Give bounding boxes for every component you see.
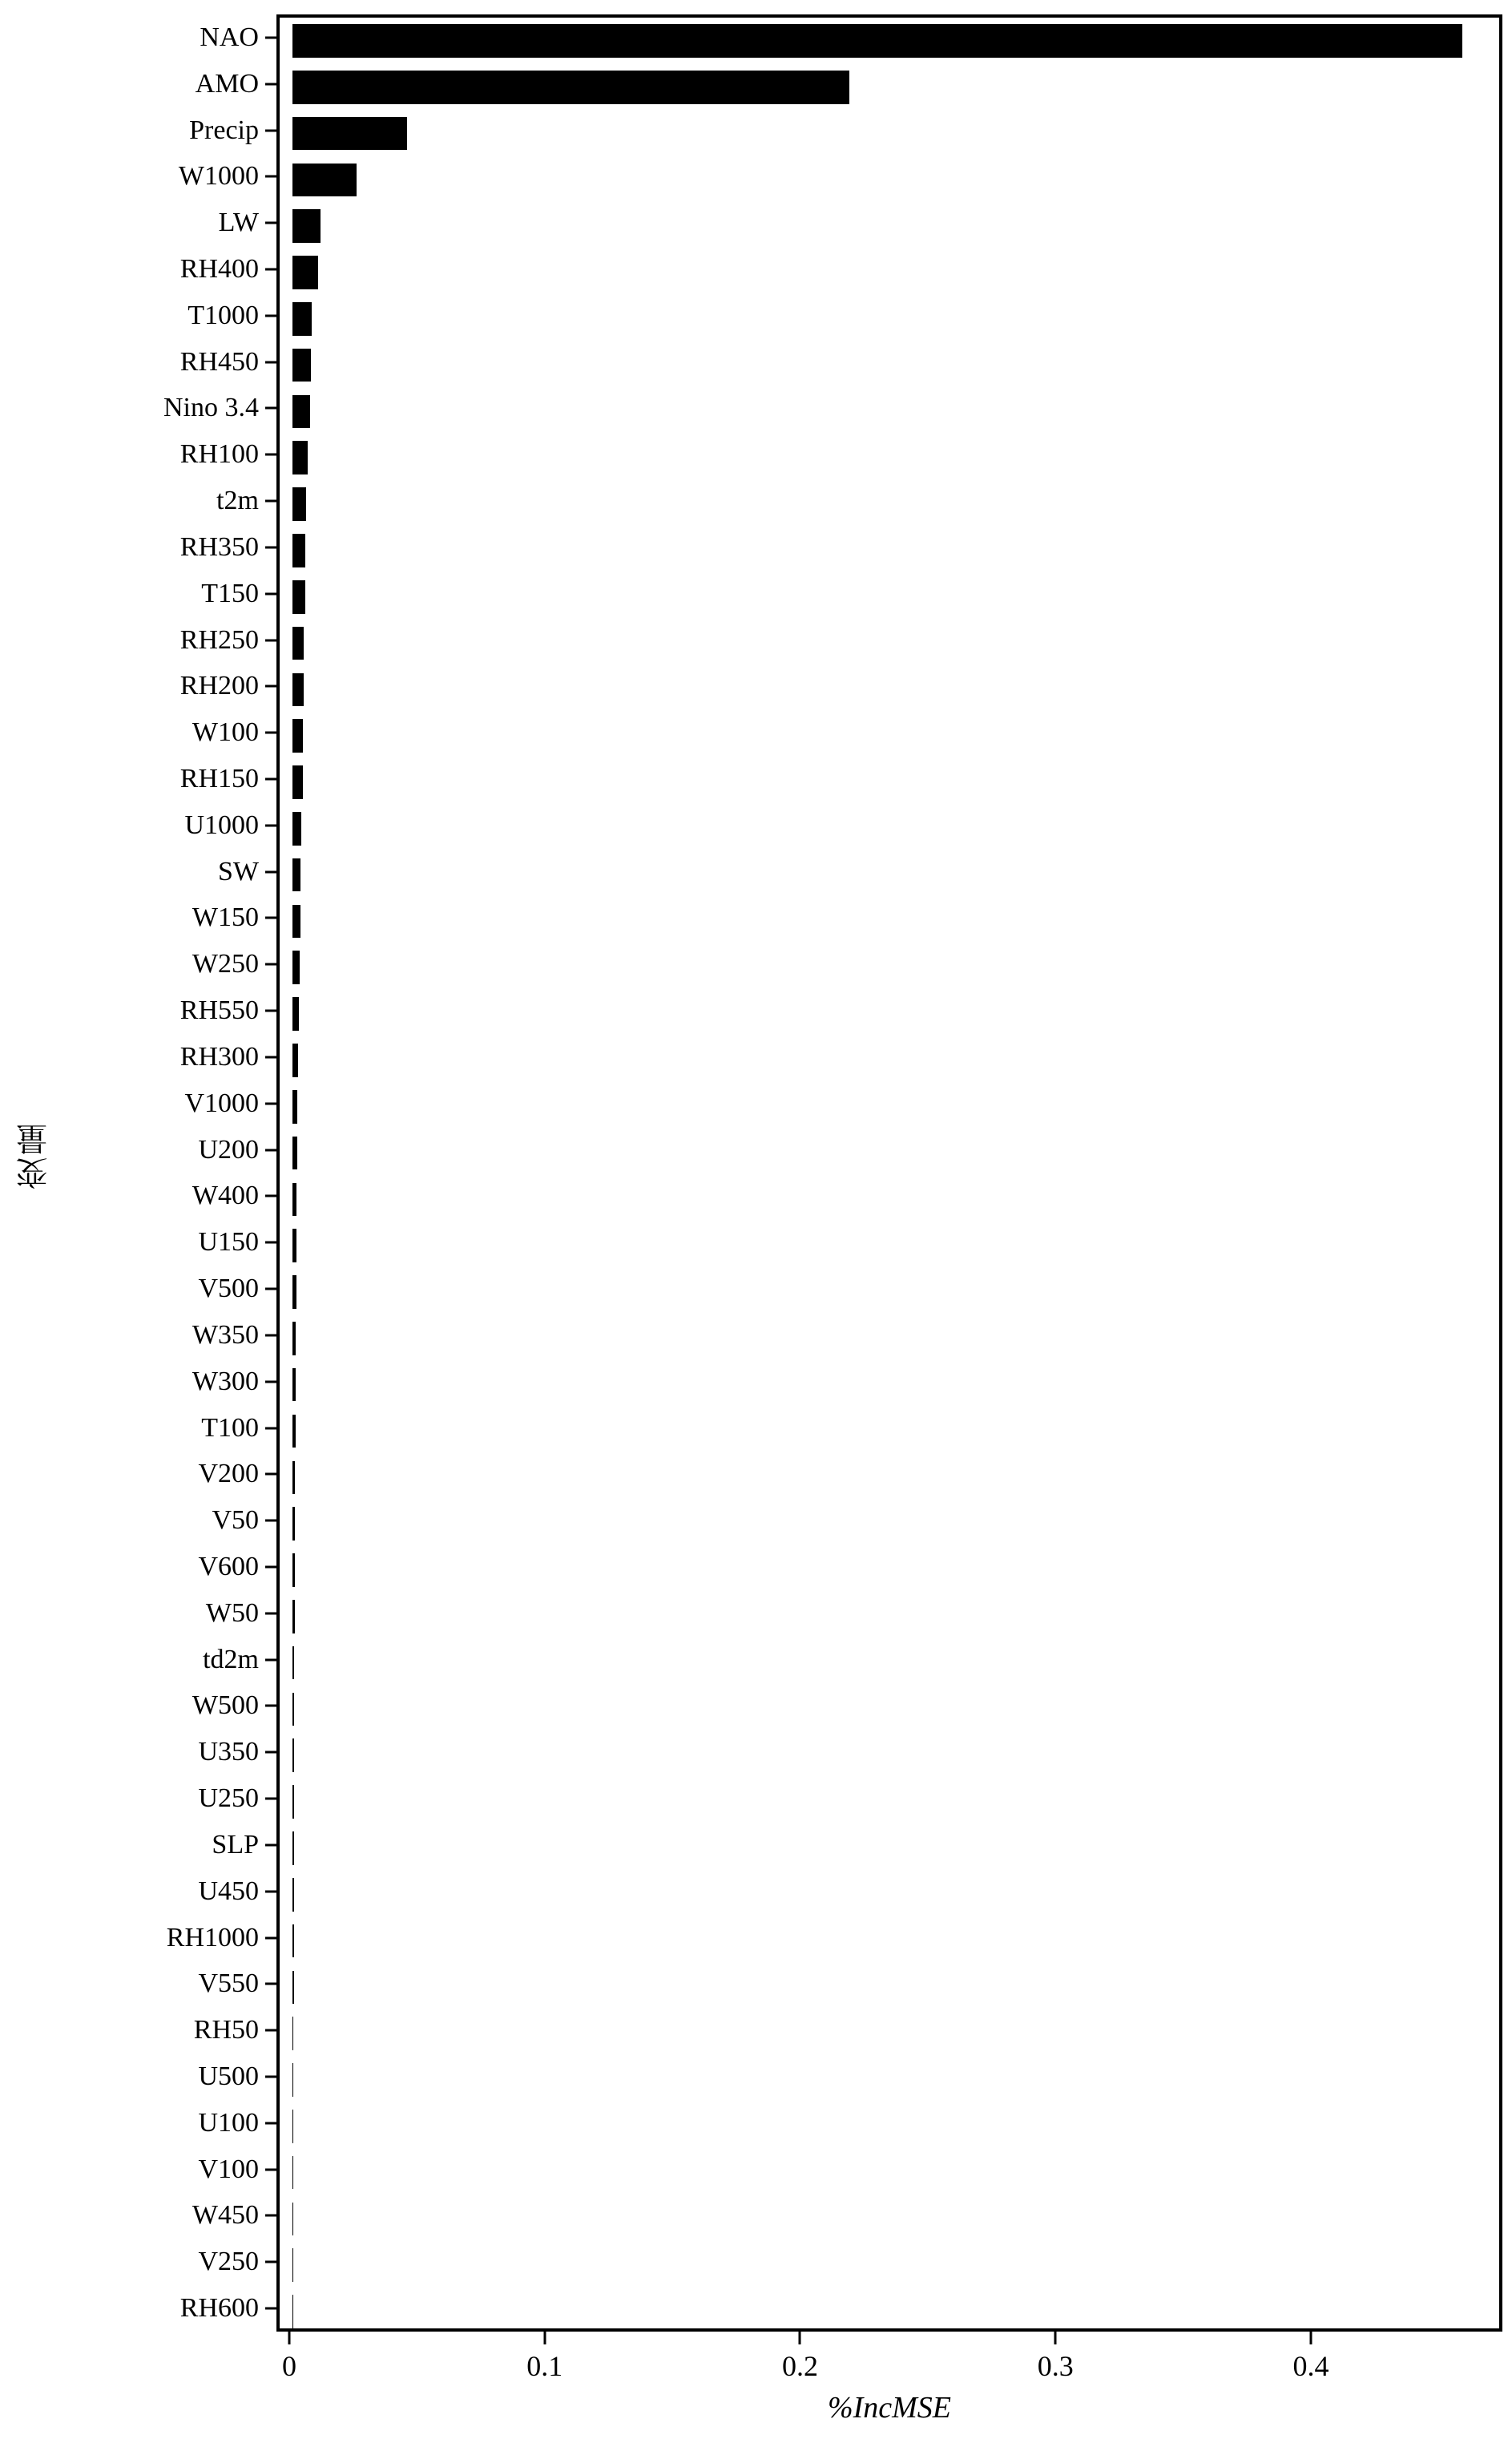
bar-row: [280, 302, 1499, 336]
y-tick-label: V500: [198, 1274, 259, 1304]
bar: [292, 1229, 296, 1262]
bar: [292, 2017, 294, 2050]
y-tick-label: RH350: [179, 531, 259, 562]
bar: [292, 117, 407, 151]
x-axis-title: %IncMSE: [827, 2391, 952, 2425]
y-tick-mark: [265, 1843, 276, 1846]
y-tick-mark: [265, 1520, 276, 1522]
bar-row: [280, 2295, 1499, 2328]
x-tick-mark: [799, 2332, 801, 2344]
bar-row: [280, 534, 1499, 567]
y-tick-mark: [265, 361, 276, 363]
y-tick-mark: [265, 732, 276, 734]
bar: [292, 2110, 294, 2143]
y-tick-label: W1000: [178, 161, 259, 192]
bar: [292, 2203, 294, 2236]
y-tick-mark: [265, 1102, 276, 1104]
y-tick-mark: [265, 129, 276, 131]
y-tick-mark: [265, 36, 276, 38]
bar: [292, 1924, 294, 1958]
y-tick-label: RH400: [179, 254, 259, 284]
bar: [292, 1553, 295, 1587]
bar-row: [280, 2017, 1499, 2050]
bar-row: [280, 209, 1499, 243]
y-tick-mark: [265, 1658, 276, 1661]
bar-row: [280, 1971, 1499, 2005]
y-tick-mark: [265, 1612, 276, 1614]
y-tick-label: RH50: [193, 2015, 259, 2045]
bar-row: [280, 1090, 1499, 1124]
y-tick-mark: [265, 1473, 276, 1476]
bar: [292, 1183, 296, 1217]
bar-row: [280, 1368, 1499, 1402]
bar: [292, 487, 307, 521]
y-tick-label: U500: [198, 2061, 259, 2091]
bar: [292, 302, 312, 336]
bar: [292, 24, 1462, 58]
bar-row: [280, 1924, 1499, 1958]
bar: [292, 1971, 294, 2005]
x-tick-label: 0.3: [1037, 2350, 1074, 2382]
y-tick-mark: [265, 685, 276, 688]
y-tick-mark: [265, 2308, 276, 2310]
x-tick-label: 0.4: [1292, 2350, 1329, 2382]
bar: [292, 2248, 294, 2282]
y-tick-mark: [265, 2215, 276, 2217]
bar-row: [280, 2203, 1499, 2236]
y-tick-mark: [265, 269, 276, 271]
x-tick-label: 0.2: [781, 2350, 818, 2382]
bar-row: [280, 1044, 1499, 1077]
bar-row: [280, 256, 1499, 289]
y-tick-label: Precip: [189, 115, 259, 145]
y-tick-label: V250: [198, 2247, 259, 2277]
bar: [292, 1693, 295, 1726]
bar-row: [280, 858, 1499, 892]
bar-row: [280, 1507, 1499, 1541]
bar: [292, 1275, 296, 1309]
bar: [292, 1322, 296, 1355]
y-tick-label: td2m: [203, 1644, 259, 1674]
y-tick-mark: [265, 2075, 276, 2078]
y-tick-label: LW: [218, 208, 259, 238]
bar: [292, 580, 305, 614]
bar-row: [280, 71, 1499, 104]
bar: [292, 951, 300, 984]
bar-row: [280, 580, 1499, 614]
y-tick-label: RH100: [179, 439, 259, 470]
bar: [292, 395, 310, 429]
y-tick-label: U1000: [184, 810, 259, 840]
bar: [292, 1785, 294, 1819]
y-tick-label: RH1000: [166, 1922, 259, 1952]
y-tick-mark: [265, 176, 276, 178]
y-tick-label: U450: [198, 1876, 259, 1906]
bar-row: [280, 441, 1499, 474]
bar-row: [280, 395, 1499, 429]
bar-row: [280, 905, 1499, 939]
bar-row: [280, 719, 1499, 753]
bar-row: [280, 117, 1499, 151]
y-tick-mark: [265, 592, 276, 595]
y-tick-label: T1000: [187, 300, 259, 330]
bar-row: [280, 1600, 1499, 1633]
y-tick-mark: [265, 1427, 276, 1429]
bar: [292, 2156, 294, 2190]
y-tick-mark: [265, 1056, 276, 1058]
bar-row: [280, 673, 1499, 707]
y-tick-mark: [265, 1195, 276, 1197]
y-tick-label: RH150: [179, 764, 259, 794]
y-tick-label: U150: [198, 1227, 259, 1258]
bar: [292, 627, 304, 660]
bar-row: [280, 1415, 1499, 1448]
y-tick-label: U100: [198, 2107, 259, 2138]
y-axis-title: 变量: [16, 1122, 53, 1189]
y-tick-label: SLP: [212, 1829, 259, 1860]
y-tick-mark: [265, 1242, 276, 1244]
bar: [292, 765, 303, 799]
y-tick-label: T100: [201, 1412, 259, 1443]
bar-row: [280, 164, 1499, 197]
bar-row: [280, 349, 1499, 382]
bar: [292, 534, 305, 567]
bar: [292, 441, 308, 474]
y-tick-label: W350: [192, 1319, 259, 1350]
y-tick-mark: [265, 870, 276, 873]
y-tick-label: V600: [198, 1551, 259, 1581]
bar: [292, 1831, 294, 1865]
y-tick-label: W250: [192, 949, 259, 979]
bar-row: [280, 2156, 1499, 2190]
y-tick-mark: [265, 1983, 276, 1985]
bar-row: [280, 1693, 1499, 1726]
bar: [292, 997, 299, 1031]
y-tick-label: V550: [198, 1969, 259, 1999]
bar: [292, 1044, 298, 1077]
y-tick-label: T150: [201, 578, 259, 608]
bar: [292, 349, 311, 382]
y-tick-mark: [265, 1565, 276, 1568]
y-tick-label: RH300: [179, 1041, 259, 1072]
y-tick-label: Nino 3.4: [163, 393, 259, 423]
y-tick-mark: [265, 2122, 276, 2124]
bar: [292, 812, 301, 846]
bar-row: [280, 1738, 1499, 1772]
bar: [292, 209, 321, 243]
bar: [292, 858, 300, 892]
bar: [292, 1600, 295, 1633]
bar-row: [280, 1461, 1499, 1495]
bar-row: [280, 1183, 1499, 1217]
y-tick-label: V50: [212, 1505, 259, 1536]
bar-row: [280, 1553, 1499, 1587]
y-tick-mark: [265, 222, 276, 224]
y-tick-mark: [265, 778, 276, 781]
bar-row: [280, 1322, 1499, 1355]
plot-area: [276, 14, 1502, 2332]
bar-row: [280, 627, 1499, 660]
y-tick-mark: [265, 1010, 276, 1012]
bar-row: [280, 1878, 1499, 1912]
y-tick-label: W100: [192, 717, 259, 748]
y-tick-label: W400: [192, 1181, 259, 1211]
bar: [292, 1090, 297, 1124]
y-tick-mark: [265, 963, 276, 966]
bar-row: [280, 1831, 1499, 1865]
y-tick-mark: [265, 2261, 276, 2263]
y-tick-label: W50: [205, 1597, 259, 1628]
bar-row: [280, 2110, 1499, 2143]
x-tick-mark: [1309, 2332, 1312, 2344]
bar: [292, 1461, 296, 1495]
bar: [292, 1738, 294, 1772]
y-tick-label: W150: [192, 903, 259, 933]
bar-row: [280, 1229, 1499, 1262]
x-tick-mark: [288, 2332, 290, 2344]
y-tick-mark: [265, 1334, 276, 1336]
y-tick-label: W300: [192, 1366, 259, 1396]
bar: [292, 164, 357, 197]
x-tick-label: 0.1: [526, 2350, 563, 2382]
y-tick-label: SW: [218, 856, 259, 886]
bar-row: [280, 2248, 1499, 2282]
x-tick-mark: [1054, 2332, 1057, 2344]
y-tick-mark: [265, 639, 276, 641]
y-tick-label: NAO: [200, 22, 259, 52]
x-tick-label: 0: [281, 2350, 296, 2382]
y-tick-mark: [265, 917, 276, 919]
bar: [292, 1507, 295, 1541]
bar-row: [280, 2063, 1499, 2097]
bar: [292, 71, 849, 104]
y-tick-mark: [265, 824, 276, 826]
bar: [292, 673, 304, 707]
y-tick-label: RH600: [179, 2293, 259, 2324]
bar-row: [280, 1275, 1499, 1309]
y-tick-label: RH450: [179, 346, 259, 377]
y-tick-mark: [265, 1798, 276, 1800]
bar: [292, 719, 303, 753]
bar: [292, 2063, 294, 2097]
bar: [292, 1137, 297, 1170]
bar-row: [280, 24, 1499, 58]
y-tick-mark: [265, 454, 276, 456]
x-tick-mark: [543, 2332, 546, 2344]
y-tick-mark: [265, 1380, 276, 1383]
y-tick-label: W500: [192, 1690, 259, 1721]
y-tick-mark: [265, 2029, 276, 2032]
bar: [292, 1368, 296, 1402]
y-tick-label: W450: [192, 2200, 259, 2231]
y-tick-label: V200: [198, 1459, 259, 1489]
bar: [292, 256, 318, 289]
y-tick-mark: [265, 407, 276, 410]
bar-row: [280, 812, 1499, 846]
y-tick-label: RH250: [179, 624, 259, 655]
y-tick-mark: [265, 1751, 276, 1754]
y-tick-label: AMO: [195, 68, 259, 99]
y-tick-label: t2m: [216, 486, 259, 516]
y-tick-mark: [265, 1149, 276, 1151]
y-tick-mark: [265, 83, 276, 85]
bar: [292, 1415, 296, 1448]
y-tick-mark: [265, 546, 276, 548]
bars-layer: [280, 18, 1499, 2328]
y-tick-label: RH200: [179, 671, 259, 701]
y-tick-mark: [265, 314, 276, 317]
bar: [292, 2295, 294, 2328]
y-tick-label: U200: [198, 1134, 259, 1165]
y-tick-mark: [265, 1705, 276, 1707]
bar-row: [280, 1785, 1499, 1819]
bar-row: [280, 765, 1499, 799]
y-tick-mark: [265, 500, 276, 503]
y-tick-mark: [265, 1288, 276, 1290]
y-tick-mark: [265, 1890, 276, 1892]
bar: [292, 1646, 295, 1680]
y-tick-label: RH550: [179, 995, 259, 1026]
y-tick-label: V100: [198, 2154, 259, 2184]
y-tick-label: U250: [198, 1783, 259, 1814]
bar-row: [280, 951, 1499, 984]
bar: [292, 1878, 294, 1912]
bar-row: [280, 1137, 1499, 1170]
y-tick-label: U350: [198, 1737, 259, 1767]
bar: [292, 905, 300, 939]
y-tick-mark: [265, 1936, 276, 1939]
bar-row: [280, 487, 1499, 521]
bar-row: [280, 997, 1499, 1031]
y-tick-mark: [265, 2168, 276, 2170]
y-tick-label: V1000: [184, 1088, 259, 1118]
bar-row: [280, 1646, 1499, 1680]
